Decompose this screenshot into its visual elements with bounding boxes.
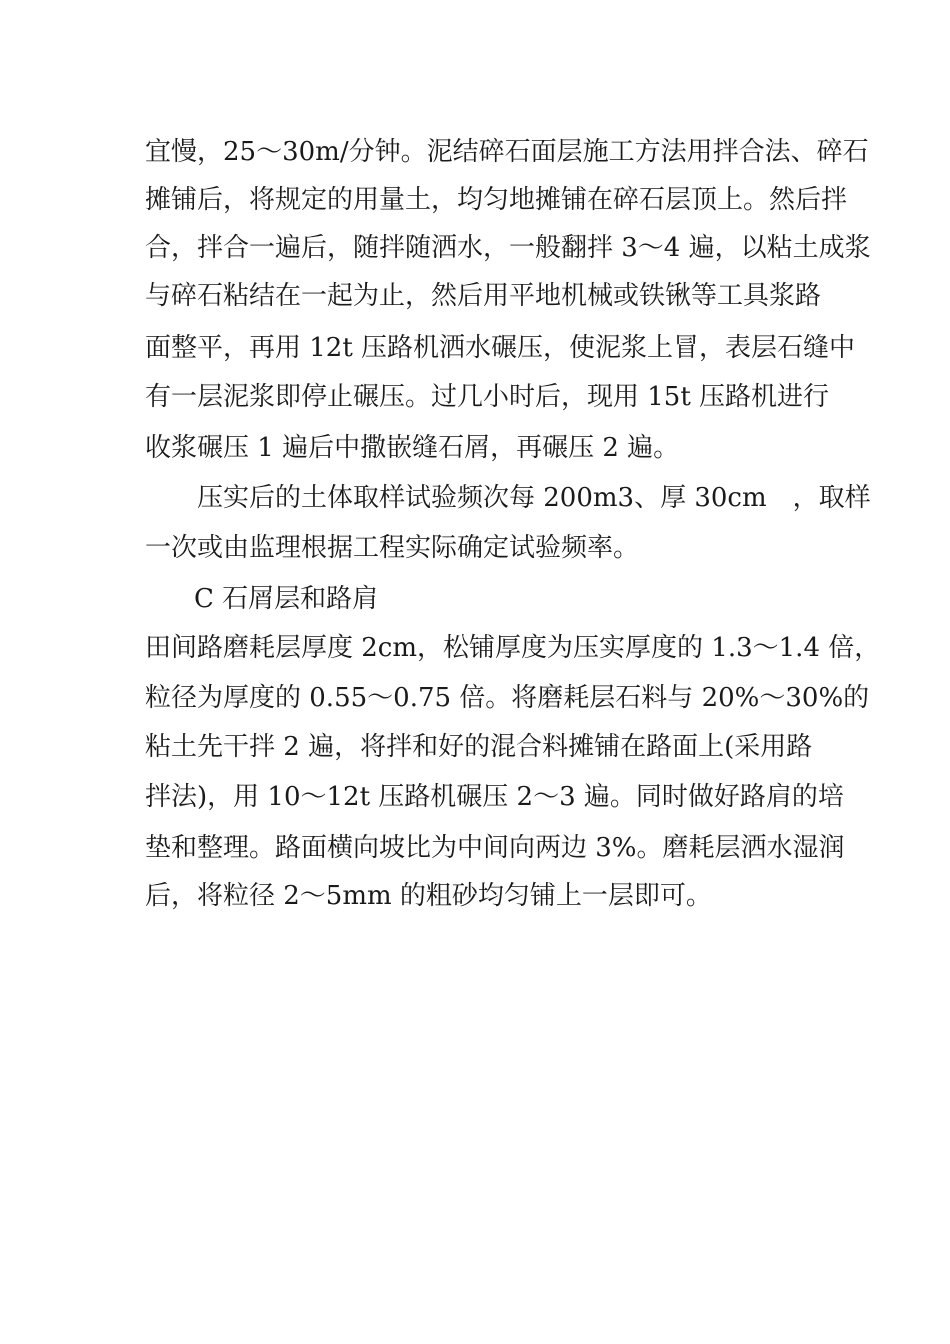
body-text-line: 粒径为厚度的 0.55～0.75 倍。将磨耗层石料与 20%～30%的 [145, 683, 870, 713]
body-text-line: 合，拌合一遍后，随拌随洒水，一般翻拌 3～4 遍，以粘土成浆 [145, 233, 871, 263]
body-text-line: 垫和整理。路面横向坡比为中间向两边 3%。磨耗层洒水湿润 [145, 833, 845, 863]
body-text-line: 宜慢，25～30m/分钟。泥结碎石面层施工方法用拌合法、碎石 [145, 137, 869, 167]
body-text-line: 后，将粒径 2～5mm 的粗砂均匀铺上一层即可。 [145, 881, 712, 911]
body-text-line: 粘土先干拌 2 遍，将拌和好的混合料摊铺在路面上(采用路 [145, 732, 813, 762]
body-text-line: 一次或由监理根据工程实际确定试验频率。 [145, 533, 640, 563]
body-text-line: 摊铺后，将规定的用量土，均匀地摊铺在碎石层顶上。然后拌 [145, 185, 848, 215]
body-text-line: 拌法)，用 10～12t 压路机碾压 2～3 遍。同时做好路肩的培 [145, 782, 844, 812]
body-text-line: 收浆碾压 1 遍后中撒嵌缝石屑，再碾压 2 遍。 [145, 433, 680, 463]
body-text-line: 与碎石粘结在一起为止，然后用平地机械或铁锹等工具浆路 [145, 281, 822, 311]
section-heading: C 石屑层和路肩 [194, 584, 379, 614]
body-text-line: 面整平，再用 12t 压路机洒水碾压，使泥浆上冒，表层石缝中 [145, 333, 856, 363]
body-text-line: 压实后的土体取样试验频次每 200m3、厚 30cm ，取样 [197, 483, 871, 513]
body-text-line: 田间路磨耗层厚度 2cm，松铺厚度为压实厚度的 1.3～1.4 倍， [145, 633, 881, 663]
body-text-line: 有一层泥浆即停止碾压。过几小时后，现用 15t 压路机进行 [145, 382, 830, 412]
